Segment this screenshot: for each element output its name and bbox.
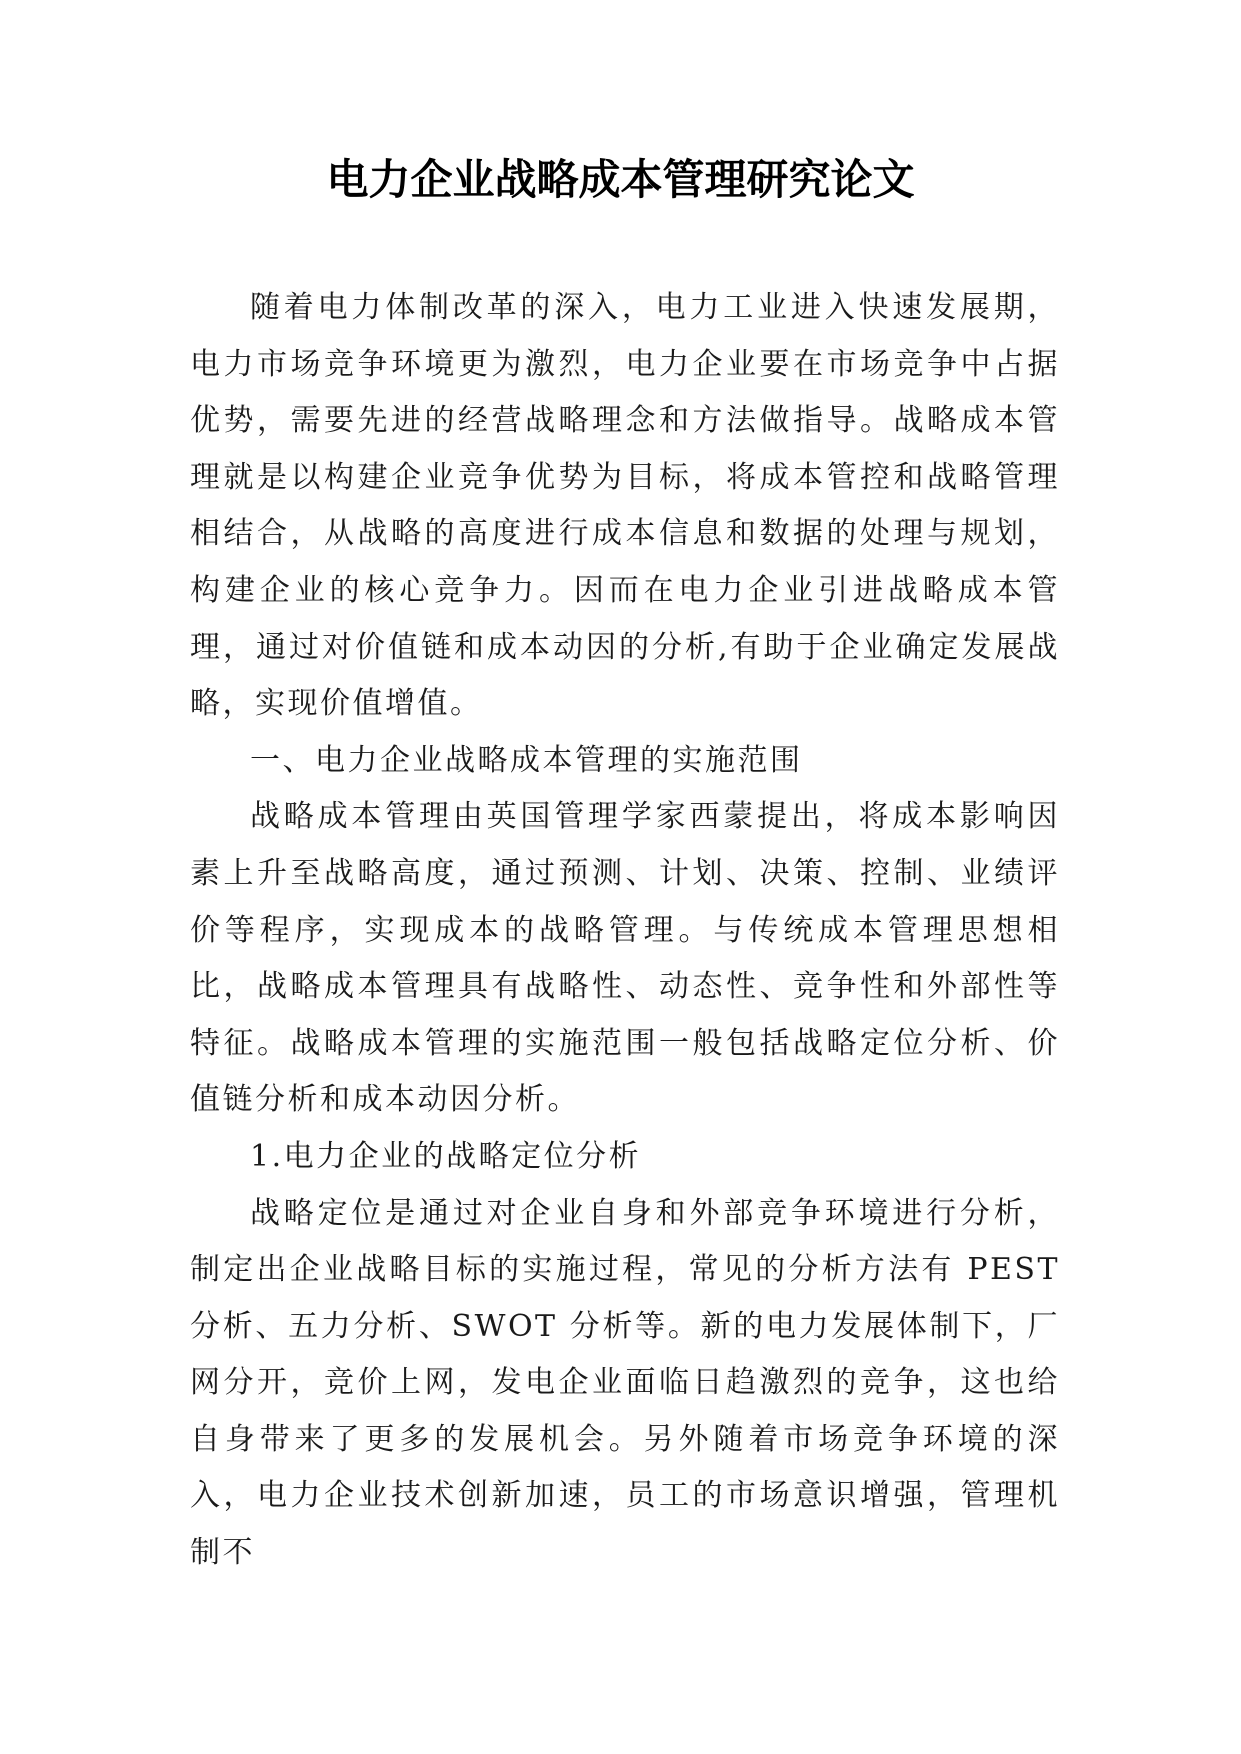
document-body (190, 280, 1060, 1582)
subsection-heading-1-1: 1.电力企业的战略定位分析 (250, 1138, 642, 1174)
section-heading-1: 一、电力企业战略成本管理的实施范围 (250, 742, 803, 778)
paragraph-section-1: 战略成本管理由英国管理学家西蒙提出，将成本影响因素上升至战略高度，通过预测、计划、决策、控制、业绩评价等程序，实现成本的战略管理。与传统成本管理思想相比，战略成本管理具有战略性、动态性、竞争性和外部性等特征。战略成本管理的实施范围一般包括战略定位分析、价值链分析和成本动因分析。 (190, 799, 1060, 1118)
paragraph-intro: 随着电力体制改革的深入，电力工业进入快速发展期，电力市场竞争环境更为激烈，电力企业要在市场竞争中占据优势，需要先进的经营战略理念和方法做指导。战略成本管理就是以构建企业竞争优势为目标，将成本管控和战略管理相结合，从战略的高度进行成本信息和数据的处理与规划，构建企业的核心竞争力。因而在电力企业引进战略成本管理，通过对价值链和成本动因的分析,有助于企业确定发展战略，实现价值增值。 (190, 290, 1060, 722)
paragraph-subsection-1-1: 战略定位是通过对企业自身和外部竞争环境进行分析，制定出企业战略目标的实施过程，常见的分析方法有 PEST 分析、五力分析、SWOT 分析等。新的电力发展体制下，厂网分开，竞价上网，发电企业面临日趋激烈的竞争，这也给自身带来了更多的发展机会。另外随着市场竞争环境的深入，电力企业技术创新加速，员工的市场意识增强，管理机制不 (190, 1195, 1060, 1571)
document-title: 电力企业战略成本管理研究论文 (326, 155, 915, 204)
